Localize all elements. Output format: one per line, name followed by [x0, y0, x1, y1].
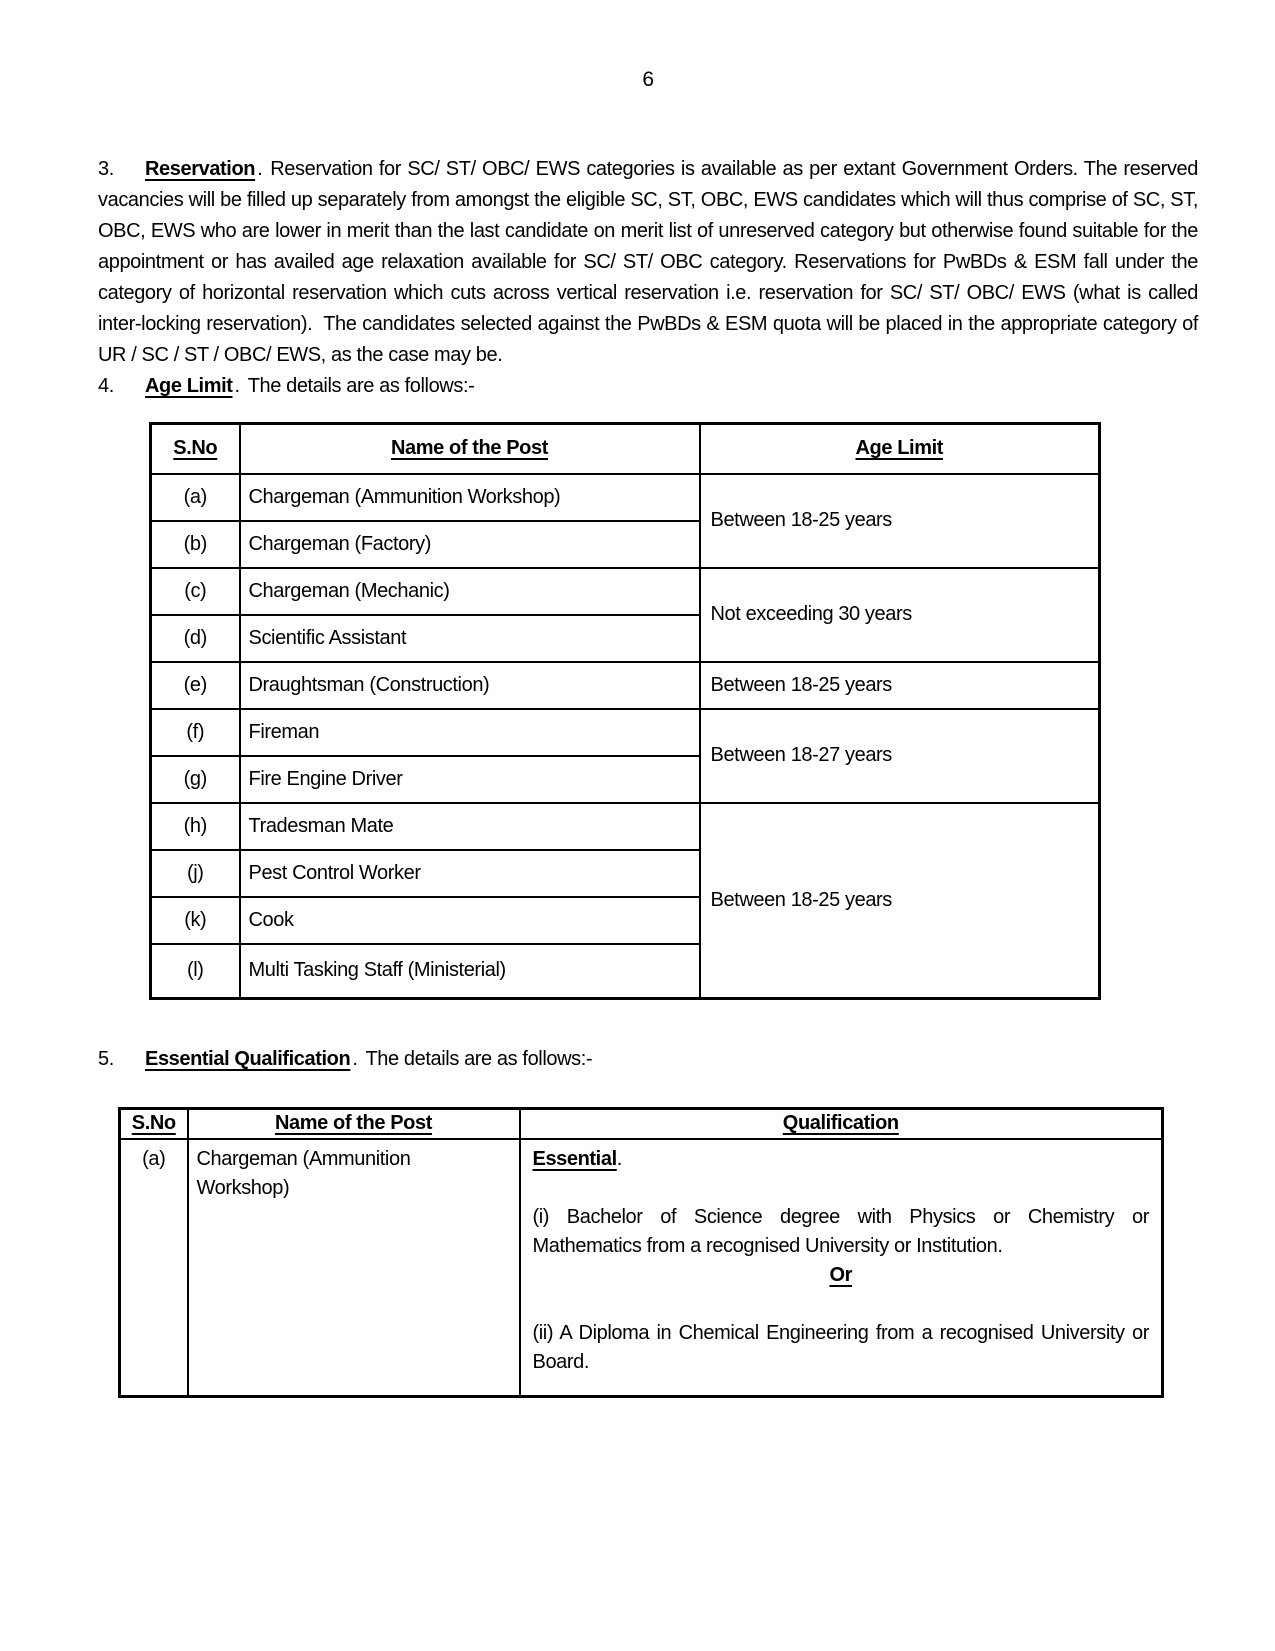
column-header-label: Name of the Post [275, 1112, 432, 1135]
section-3-period: . [257, 158, 263, 180]
column-header-label: Qualification [782, 1112, 899, 1135]
age-table-header-post [240, 424, 700, 474]
post-name: Chargeman (Ammunition Workshop) [196, 1147, 411, 1199]
sno-cell: (l) [151, 944, 240, 999]
sno-cell: (f) [151, 709, 240, 756]
post-cell: Chargeman (Ammunition Workshop) [240, 474, 700, 521]
section-5-lead: The details are as follows:- [365, 1048, 593, 1070]
section-age-limit-heading [98, 371, 1198, 402]
essential-period: . [616, 1147, 622, 1170]
qualification-item-i: (i) Bachelor of Science degree with Physics or Chemistry or Mathematics from a recognised University or Institution. [532, 1205, 1149, 1257]
age-limit-cell: Not exceeding 30 years [700, 568, 1100, 662]
sno-cell: (h) [151, 803, 240, 850]
table-row [151, 709, 1100, 756]
section-4-period: . [234, 375, 240, 397]
section-3-heading: Reservation [145, 158, 256, 180]
age-table-header-row [151, 424, 1100, 474]
sno-cell: (c) [151, 568, 240, 615]
section-4-heading: Age Limit [145, 375, 233, 397]
post-cell: Pest Control Worker [240, 850, 700, 897]
qualification-item-ii: (ii) A Diploma in Chemical Engineering from a recognised University or Board. [532, 1321, 1149, 1373]
column-header-label: Name of the Post [391, 437, 548, 460]
qualification-table-header-sno [120, 1109, 188, 1139]
age-limit-table [149, 422, 1101, 1000]
sno-cell: (d) [151, 615, 240, 662]
or-separator [533, 1261, 1150, 1290]
post-cell: Chargeman (Mechanic) [240, 568, 700, 615]
table-row [151, 803, 1100, 850]
column-header-label: S.No [131, 1112, 176, 1135]
post-cell: Draughtsman (Construction) [240, 662, 700, 709]
post-cell: Cook [240, 897, 700, 944]
or-label: Or [829, 1263, 853, 1286]
sno-cell: (a) [120, 1139, 188, 1397]
table-row [151, 568, 1100, 615]
section-4-number: 4. [98, 375, 114, 397]
section-4-lead: The details are as follows:- [247, 375, 475, 397]
table-row [151, 662, 1100, 709]
age-limit-cell: Between 18-25 years [700, 662, 1100, 709]
section-reservation-paragraph [98, 154, 1198, 371]
sno-cell: (a) [151, 474, 240, 521]
post-cell: Chargeman (Factory) [240, 521, 700, 568]
essential-heading [533, 1145, 1150, 1174]
section-5-number: 5. [98, 1048, 114, 1070]
post-cell: Tradesman Mate [240, 803, 700, 850]
blank-line [533, 1290, 1150, 1319]
age-limit-cell: Between 18-27 years [700, 709, 1100, 803]
qualification-cell [520, 1139, 1163, 1397]
qualification-table-header-row [120, 1109, 1163, 1139]
table-row [120, 1139, 1163, 1397]
post-cell: Fire Engine Driver [240, 756, 700, 803]
section-5-heading: Essential Qualification [145, 1048, 351, 1070]
column-header-label: Age Limit [855, 437, 943, 460]
age-limit-cell: Between 18-25 years [700, 803, 1100, 999]
page-number: 6 [642, 68, 654, 91]
sno-cell: (b) [151, 521, 240, 568]
sno-cell: (k) [151, 897, 240, 944]
qualification-table [118, 1107, 1164, 1398]
post-cell: Scientific Assistant [240, 615, 700, 662]
qualification-table-header-post [188, 1109, 520, 1139]
essential-label: Essential [532, 1147, 617, 1170]
age-limit-cell: Between 18-25 years [700, 474, 1100, 568]
blank-line [533, 1174, 1150, 1203]
age-table-header-sno [151, 424, 240, 474]
sno-cell: (g) [151, 756, 240, 803]
age-table-header-age [700, 424, 1100, 474]
post-cell [188, 1139, 520, 1397]
post-cell: Multi Tasking Staff (Ministerial) [240, 944, 700, 999]
qualification-table-header-qualification [520, 1109, 1163, 1139]
section-3-number: 3. [98, 158, 114, 180]
sno-cell: (j) [151, 850, 240, 897]
section-5-period: . [352, 1048, 358, 1070]
post-cell: Fireman [240, 709, 700, 756]
sno-cell: (e) [151, 662, 240, 709]
column-header-label: S.No [173, 437, 218, 460]
section-3-body: Reservation for SC/ ST/ OBC/ EWS categories is available as per extant Government Orders. The reserved vacancies will be filled up separately from amongst the eligible SC, ST, OBC, EWS candidates which will thus comprise of SC, ST, OBC, EWS who are lower in merit than the last candidate on merit list of unreserved category but otherwise found suitable for the appointment or has availed age relaxation available for SC/ ST/ OBC category. Reservations for PwBDs & ESM fall under the category of horizontal reservation which cuts across vertical reservation i.e. reservation for SC/ ST/ OBC/ EWS (what is called inter-locking reservation). The candidates selected against the PwBDs & ESM quota will be placed in the appropriate category of UR / SC / ST / OBC/ EWS, as the case may be. [98, 158, 1198, 366]
table-row [151, 474, 1100, 521]
section-essential-qualification-heading [98, 1044, 1198, 1075]
